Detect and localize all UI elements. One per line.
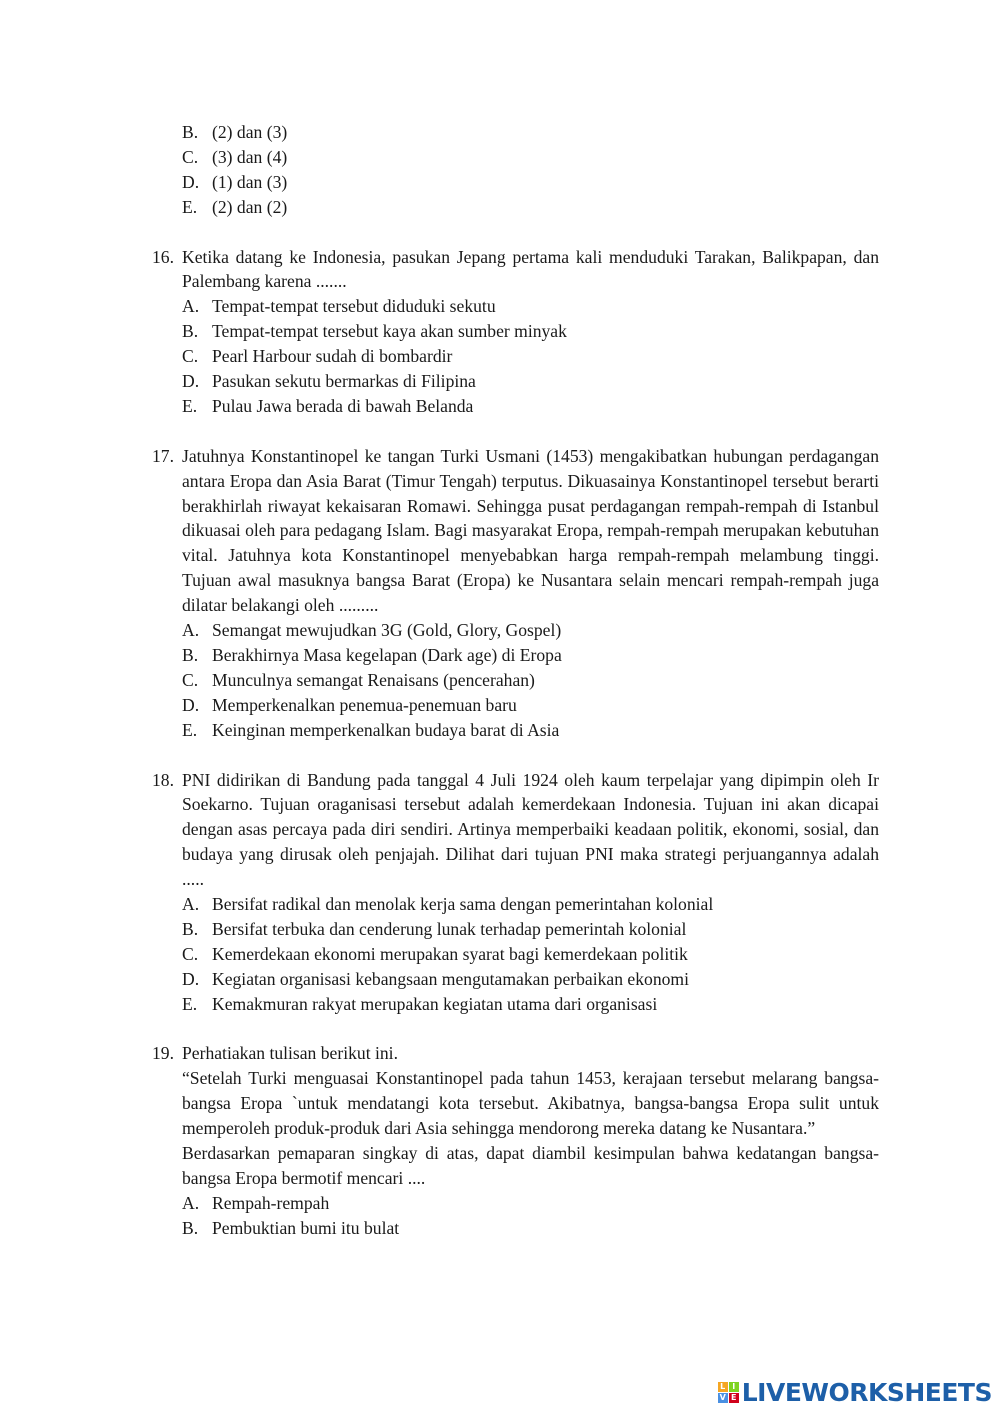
question-number: 17.	[152, 445, 174, 466]
option-text: Keinginan memperkenalkan budaya barat di Asia	[212, 719, 560, 740]
option-c[interactable]	[182, 344, 879, 369]
option-letter: D.	[182, 694, 200, 715]
option-b[interactable]	[182, 917, 879, 942]
option-text: Memperkenalkan penemua-penemuan baru	[212, 694, 517, 715]
option-letter: B.	[182, 1217, 199, 1238]
option-letter: A.	[182, 620, 200, 641]
logo-mark-tile: E	[729, 1393, 739, 1403]
option-d[interactable]	[182, 967, 879, 992]
option-text: Rempah-rempah	[212, 1192, 330, 1213]
option-text: Berakhirnya Masa kegelapan (Dark age) di Eropa	[212, 645, 562, 665]
question-17	[152, 444, 879, 743]
question-quote: “Setelah Turki menguasai Konstantinopel pada tahun 1453, kerajaan tersebut melarang bangsa-bangsa Eropa `untuk mendatangi kota tersebut. Akibatnya, bangsa-bangsa Eropa sulit untuk memperoleh produk-produk dari Asia sehingga mendorong mereka datang ke Nusantara.”	[182, 1068, 879, 1139]
option-text: Kemakmuran rakyat merupakan kegiatan utama dari organisasi	[212, 993, 658, 1014]
option-a[interactable]	[182, 294, 879, 319]
option-letter: B.	[182, 122, 199, 142]
option-letter: B.	[182, 321, 199, 342]
option-text: Tempat-tempat tersebut kaya akan sumber minyak	[212, 321, 567, 342]
option-d[interactable]	[152, 170, 879, 195]
question-19	[152, 1041, 879, 1240]
liveworksheets-logo-icon	[718, 1382, 739, 1403]
option-letter: D.	[182, 371, 200, 392]
option-letter: B.	[182, 918, 199, 939]
option-letter: E.	[182, 395, 198, 416]
option-text: Kegiatan organisasi kebangsaan mengutamakan perbaikan ekonomi	[212, 968, 689, 989]
question-number: 19.	[152, 1043, 174, 1064]
question-number: 16.	[152, 246, 174, 267]
option-letter: C.	[182, 146, 199, 167]
option-c[interactable]	[152, 145, 879, 170]
option-text: Pasukan sekutu bermarkas di Filipina	[212, 371, 476, 392]
option-c[interactable]	[182, 942, 879, 967]
option-text: (2) dan (3)	[212, 122, 288, 142]
option-text: Bersifat radikal dan menolak kerja sama dengan pemerintahan kolonial	[212, 894, 714, 915]
question-text: Ketika datang ke Indonesia, pasukan Jepang pertama kali menduduki Tarakan, Balikpapan, dan Palembang karena .......	[182, 246, 879, 292]
option-letter: E.	[182, 719, 198, 740]
option-letter: C.	[182, 346, 199, 367]
option-letter: D.	[182, 968, 200, 989]
option-text: Bersifat terbuka dan cenderung lunak terhadap pemerintah kolonial	[212, 918, 687, 939]
logo-mark-tile: L	[718, 1382, 728, 1392]
option-text: (3) dan (4)	[212, 146, 288, 167]
question-16	[152, 245, 879, 419]
option-text: Pulau Jawa berada di bawah Belanda	[212, 395, 474, 416]
option-a[interactable]	[182, 1191, 879, 1216]
option-letter: E.	[182, 993, 198, 1014]
question-18	[152, 768, 879, 1017]
option-letter: A.	[182, 1192, 200, 1213]
question-text: PNI didirikan di Bandung pada tanggal 4 Juli 1924 oleh kaum terpelajar yang dipimpin oleh Ir Soekarno. Tujuan oraganisasi tersebut adalah kemerdekaan Indonesia. Tujuan ini akan dicapai dengan asas percaya pada diri sendiri. Artinya memperbaiki keadaan politik, ekonomi, sosial, dan budaya yang dirusak oleh penjajah. Dilihat dari tujuan PNI maka strategi perjuangannya adalah .....	[182, 769, 879, 890]
option-d[interactable]	[182, 693, 879, 718]
option-text: (1) dan (3)	[212, 171, 288, 192]
question-text: Berdasarkan pemaparan singkay di atas, dapat diambil kesimpulan bahwa kedatangan bangsa-bangsa Eropa bermotif mencari ....	[182, 1143, 879, 1188]
logo-text: LIVEWORKSHEETS	[741, 1377, 992, 1407]
question-intro: Perhatiakan tulisan berikut ini.	[182, 1043, 398, 1064]
option-b[interactable]	[182, 319, 879, 344]
option-e[interactable]	[182, 718, 879, 743]
option-text: Pearl Harbour sudah di bombardir	[212, 346, 453, 367]
option-c[interactable]	[182, 668, 879, 693]
option-letter: E.	[182, 196, 198, 217]
option-b[interactable]	[182, 643, 879, 668]
question-body	[182, 768, 879, 1017]
question-body	[182, 1041, 879, 1240]
option-d[interactable]	[182, 369, 879, 394]
option-letter: A.	[182, 894, 200, 915]
option-b[interactable]	[182, 1216, 879, 1241]
liveworksheets-logo[interactable]	[718, 1375, 992, 1409]
option-text: Munculnya semangat Renaisans (pencerahan)	[212, 669, 535, 690]
option-e[interactable]	[182, 394, 879, 419]
option-b[interactable]	[152, 120, 879, 145]
option-letter: B.	[182, 645, 199, 665]
option-e[interactable]	[182, 992, 879, 1017]
option-text: (2) dan (2)	[212, 196, 288, 217]
logo-mark-tile: V	[719, 1392, 726, 1402]
question-body	[182, 245, 879, 419]
option-text: Pembuktian bumi itu bulat	[212, 1217, 400, 1238]
previous-question-options	[152, 120, 879, 220]
option-letter: A.	[182, 296, 200, 317]
option-a[interactable]	[182, 618, 879, 643]
option-text: Kemerdekaan ekonomi merupakan syarat bagi kemerdekaan politik	[212, 943, 688, 964]
option-letter: D.	[182, 171, 200, 192]
option-text: Tempat-tempat tersebut diduduki sekutu	[212, 296, 496, 317]
question-number: 18.	[152, 769, 174, 790]
option-e[interactable]	[152, 195, 879, 220]
option-a[interactable]	[182, 892, 879, 917]
option-letter: C.	[182, 943, 199, 964]
question-text: Jatuhnya Konstantinopel ke tangan Turki Usmani (1453) mengakibatkan hubungan perdagangan antara Eropa dan Asia Barat (Timur Tengah) terputus. Dikuasainya Konstantinopel tersebut berarti berakhirlah riwayat kekaisaran Romawi. Sehingga pusat perdagangan rempah-rempah di Istanbul dikuasai oleh para pedagang Islam. Bagi masyarakat Eropa, rempah-rempah merupakan kebutuhan vital. Jatuhnya kota Konstantinopel menyebabkan harga rempah-rempah melambung tinggi. Tujuan awal masuknya bangsa Barat (Eropa) ke Nusantara selain mencari rempah-rempah juga dilatar belakangi oleh .........	[182, 445, 879, 616]
worksheet-content	[152, 120, 879, 1241]
option-text: Semangat mewujudkan 3G (Gold, Glory, Gospel)	[212, 620, 562, 641]
logo-mark-tile: I	[729, 1382, 739, 1392]
option-letter: C.	[182, 669, 199, 690]
question-body	[182, 444, 879, 743]
